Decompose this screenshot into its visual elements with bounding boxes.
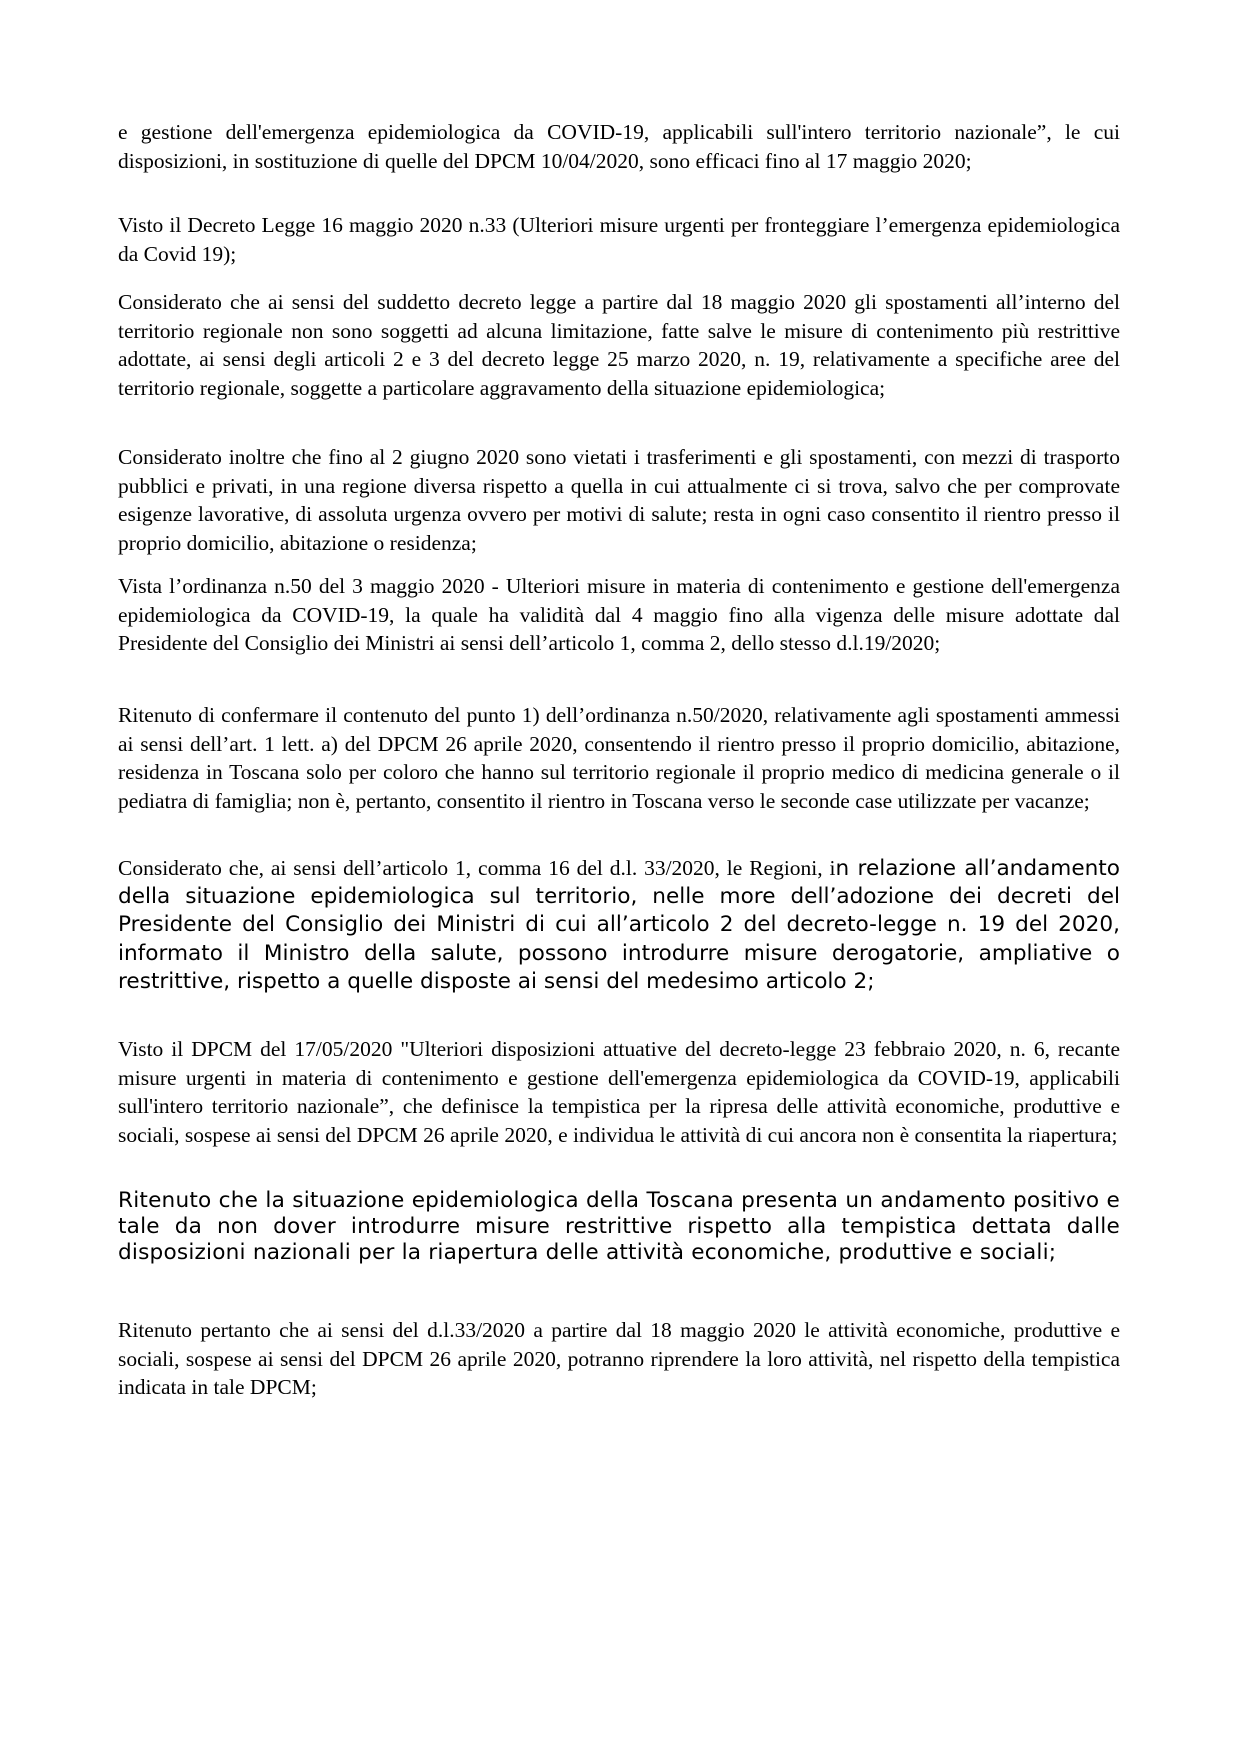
- paragraph-ordinanza-50: Vista l’ordinanza n.50 del 3 maggio 2020 - Ulteriori misure in materia di contenimento e gestione dell'emergenza epidemiologica da COVID-19, la quale ha validità dal 4 maggio fino alla vigenza delle misure adottate dal Presidente del Consiglio dei Ministri ai sensi dell’articolo 1, comma 2, dello stesso d.l.19/2020;: [118, 574, 1120, 656]
- paragraph-divieto-spostamenti: Considerato inoltre che fino al 2 giugno 2020 sono vietati i trasferimenti e gli spostamenti, con mezzi di trasporto pubblici e privati, in una regione diversa rispetto a quella in cui attualmente ci si trova, salvo che per comprovate esigenze lavorative, di assoluta urgenza ovvero per motivi di salute; resta in ogni caso consentito il rientro presso il proprio domicilio, abitazione o residenza;: [118, 445, 1120, 556]
- paragraph-ripresa-attivita: Ritenuto pertanto che ai sensi del d.l.33/2020 a partire dal 18 maggio 2020 le attività economiche, produttive e sociali, sospese ai sensi del DPCM 26 aprile 2020, potranno riprendere la loro attività, nel rispetto della tempistica indicata in tale DPCM;: [118, 1318, 1120, 1400]
- paragraph-situazione-toscana: Ritenuto che la situazione epidemiologica della Toscana presenta un andamento positivo e tale da non dover introdurre misure restrittive rispetto alla tempistica dettata dalle disposizioni nazionali per la riapertura delle attività economiche, produttive e sociali;: [118, 1188, 1120, 1266]
- paragraph-sans-part: n relazione all’andamento della situazione epidemiologica sul territorio, nelle more dell’adozione dei decreti del Presidente del Consiglio dei Ministri di cui all’articolo 2 del decreto-legge n. 19 del 2020, informato il Ministro della salute, possono introdurre misure derogatorie, ampliative o restrittive, rispetto a quelle disposte ai sensi del medesimo articolo 2;: [118, 856, 1120, 994]
- paragraph-articolo-1-comma-16: [118, 855, 1120, 997]
- paragraph-spostamenti-regionali: Considerato che ai sensi del suddetto decreto legge a partire dal 18 maggio 2020 gli spostamenti all’interno del territorio regionale non sono soggetti ad alcuna limitazione, fatte salve le misure di contenimento più restrittive adottate, ai sensi degli articoli 2 e 3 del decreto legge 25 marzo 2020, n. 19, relativamente a specifiche aree del territorio regionale, soggette a particolare aggravamento della situazione epidemiologica;: [118, 290, 1120, 401]
- paragraph-dpcm-validity: e gestione dell'emergenza epidemiologica da COVID-19, applicabili sull'intero territorio nazionale”, le cui disposizioni, in sostituzione di quelle del DPCM 10/04/2020, sono efficaci fino al 17 maggio 2020;: [118, 120, 1120, 173]
- paragraph-conferma-punto-1: Ritenuto di confermare il contenuto del punto 1) dell’ordinanza n.50/2020, relativamente agli spostamenti ammessi ai sensi dell’art. 1 lett. a) del DPCM 26 aprile 2020, consentendo il rientro presso il proprio domicilio, abitazione, residenza in Toscana solo per coloro che hanno sul territorio regionale il proprio medico di medicina generale o il pediatra di famiglia; non è, pertanto, consentito il rientro in Toscana verso le seconde case utilizzate per vacanze;: [118, 703, 1120, 814]
- paragraph-dpcm-17-05-2020: Visto il DPCM del 17/05/2020 "Ulteriori disposizioni attuative del decreto-legge 23 febbraio 2020, n. 6, recante misure urgenti in materia di contenimento e gestione dell'emergenza epidemiologica da COVID-19, applicabili sull'intero territorio nazionale”, che definisce la tempistica per la ripresa delle attività economiche, produttive e sociali, sospese ai sensi del DPCM 26 aprile 2020, e individua le attività di cui ancora non è consentita la riapertura;: [118, 1037, 1120, 1148]
- paragraph-serif-part: Considerato che, ai sensi dell’articolo 1, comma 16 del d.l. 33/2020, le Regioni, i: [118, 856, 836, 880]
- paragraph-decreto-legge-33: Visto il Decreto Legge 16 maggio 2020 n.33 (Ulteriori misure urgenti per fronteggiare l’emergenza epidemiologica da Covid 19);: [118, 213, 1120, 266]
